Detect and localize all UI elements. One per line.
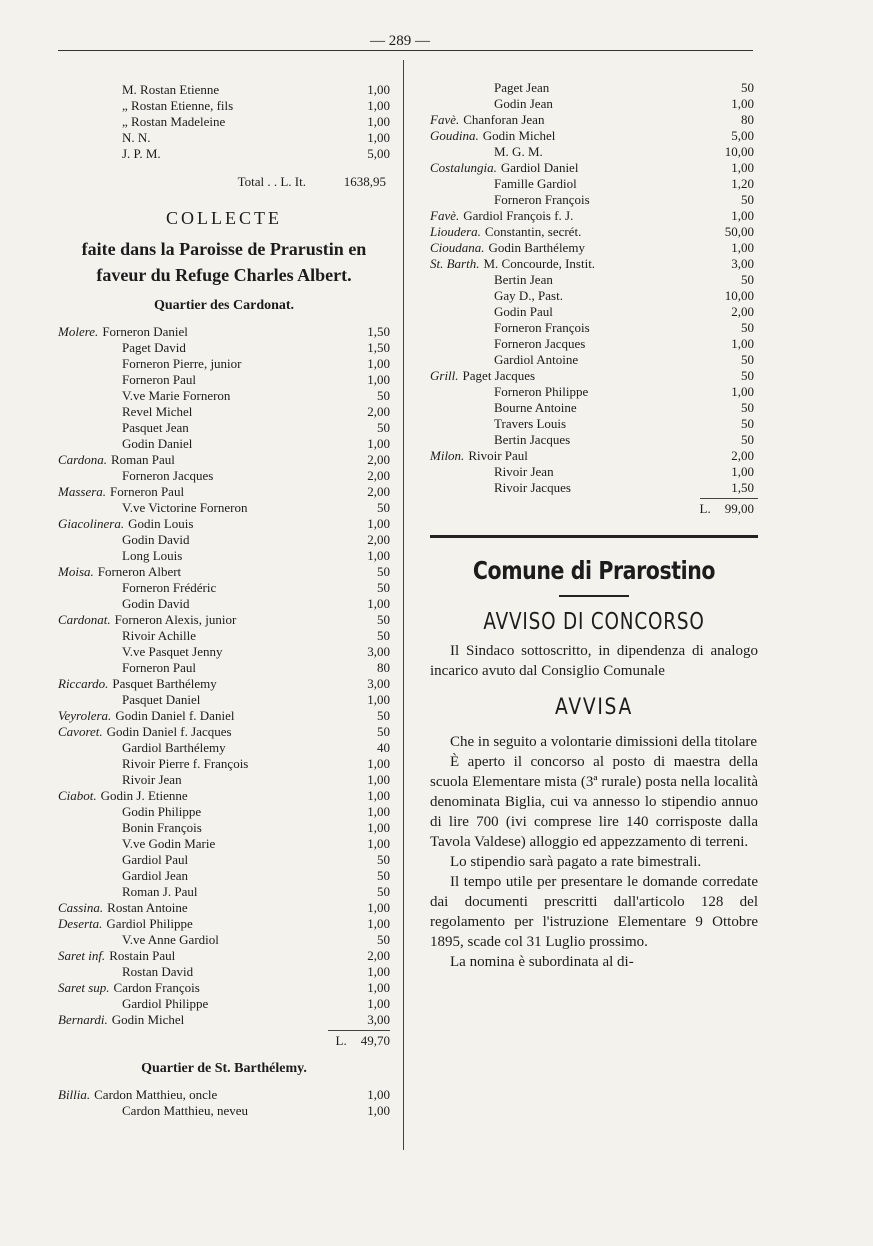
quarter-cardonat-total <box>328 1030 390 1051</box>
donation-amount: 1,00 <box>731 384 754 399</box>
donation-amount: 1,00 <box>731 240 754 255</box>
locality-label: Lioudera. <box>430 224 481 239</box>
donation-row <box>58 1087 390 1103</box>
donation-row <box>58 484 390 500</box>
donation-amount: 1,00 <box>367 772 390 787</box>
donation-amount: 50 <box>741 272 754 287</box>
quarter-cardonat-total-label: L. <box>335 1033 347 1048</box>
donor-name: Rivoir Paul <box>468 448 528 463</box>
donation-amount: 1,50 <box>367 340 390 355</box>
donation-amount: 2,00 <box>367 404 390 419</box>
donation-row <box>58 420 390 436</box>
donation-amount: 1,00 <box>367 996 390 1011</box>
locality-label: Moisa. <box>58 564 94 579</box>
donor-list-st-barthelemy <box>58 1087 390 1119</box>
donor-name: Gardiol Daniel <box>500 160 579 175</box>
donor-name: Pasquet Daniel <box>122 692 201 707</box>
donation-row <box>58 964 390 980</box>
donation-row <box>58 500 390 516</box>
locality-label: Deserta. <box>58 916 103 931</box>
donation-amount: 50 <box>741 320 754 335</box>
donation-amount: 2,00 <box>367 948 390 963</box>
notice-paragraph: La nomina è subordinata al di- <box>450 954 634 970</box>
intro-paragraph: Il Sindaco sottoscritto, in dipendenza di analogo incarico avuto dal Consiglio Comunale <box>430 643 758 679</box>
comune-title: Comune di Prarostino <box>472 556 716 585</box>
donation-row <box>430 96 758 112</box>
donation-amount: 50 <box>377 580 390 595</box>
donation-row <box>58 756 390 772</box>
quarter-cardonat-title: Quartier des Cardonat. <box>153 298 295 313</box>
right-column <box>430 80 758 972</box>
notice-paragraph: È aperto il concorso al posto di maestra della scuola Elementare mista (3ª rurale) posta nella località denominata Biglia, cui va annesso lo stipendio annuo di lire 700 (ivi comprese lire 140 corrisposte dalla Tavola Valdese) alloggio ed appezzamento di terreni. <box>430 754 758 850</box>
donor-name: Godin David <box>122 532 190 547</box>
donation-amount: 1,00 <box>367 1087 390 1102</box>
donation-row <box>58 452 390 468</box>
donor-name: M. G. M. <box>494 144 543 159</box>
donation-amount: 1,00 <box>367 372 390 387</box>
locality-label: Favè. <box>430 208 460 223</box>
donation-row <box>430 480 758 496</box>
donation-amount: 50,00 <box>724 224 754 239</box>
donation-amount: 50 <box>741 416 754 431</box>
donor-name: Rostan David <box>122 964 194 979</box>
donation-row <box>58 660 390 676</box>
donor-name: Rostan Antoine <box>107 900 188 915</box>
donor-name: Gardiol Philippe <box>106 916 193 931</box>
donation-row <box>430 336 758 352</box>
donation-amount: 50 <box>741 400 754 415</box>
donation-amount: 2,00 <box>367 484 390 499</box>
donation-amount: 1,00 <box>367 98 390 113</box>
locality-label: Giacolinera. <box>58 516 125 531</box>
donation-amount: 50 <box>377 612 390 627</box>
donation-row <box>58 596 390 612</box>
donor-name: Roman J. Paul <box>122 884 198 899</box>
donation-row <box>430 112 758 128</box>
locality-label: Grill. <box>430 368 459 383</box>
donor-name: Cardon Matthieu, oncle <box>94 1087 218 1102</box>
donor-name: Paget Jean <box>494 80 550 95</box>
donation-amount: 1,00 <box>731 336 754 351</box>
donor-name: M. Rostan Etienne <box>122 82 220 97</box>
donor-name: Forneron François <box>494 320 590 335</box>
donation-row <box>58 692 390 708</box>
donation-row <box>430 416 758 432</box>
donor-name: Godin Philippe <box>122 804 202 819</box>
donor-name: Gardiol François f. J. <box>463 208 574 223</box>
donation-amount: 1,00 <box>731 96 754 111</box>
donation-amount: 1,00 <box>367 596 390 611</box>
donor-list-cardonat <box>58 324 390 1028</box>
donor-name: M. Concourde, Instit. <box>483 256 596 271</box>
donor-name: Godin Louis <box>128 516 194 531</box>
donation-amount: 1,00 <box>367 964 390 979</box>
locality-label: Milon. <box>430 448 465 463</box>
locality-label: Ciabot. <box>58 788 97 803</box>
locality-label: Saret inf. <box>58 948 106 963</box>
donation-row <box>58 532 390 548</box>
collecte-subtitle: faite dans la Paroisse de Prarustin en faveur du Refuge Charles Albert. <box>81 239 367 285</box>
donation-row <box>430 304 758 320</box>
donation-row <box>430 464 758 480</box>
donation-amount: 50 <box>377 884 390 899</box>
donor-name: Cardon Matthieu, neveu <box>122 1103 248 1118</box>
donation-row <box>58 788 390 804</box>
donation-row <box>58 114 390 130</box>
donor-name: Travers Louis <box>494 416 567 431</box>
donor-name: „ Rostan Etienne, fils <box>122 98 234 113</box>
locality-label: Costalungia. <box>430 160 497 175</box>
locality-label: Riccardo. <box>58 676 109 691</box>
donor-name: Forneron Paul <box>110 484 185 499</box>
donor-name: Forneron Jacques <box>494 336 586 351</box>
donor-name: Godin J. Etienne <box>100 788 188 803</box>
donor-name: Bertin Jean <box>494 272 553 287</box>
right-total-label: L. <box>699 501 711 516</box>
donation-amount: 50 <box>377 388 390 403</box>
notice-paragraph: Il tempo utile per presentare le domande corredate dai documenti prescritti dall'articolo 128 del regolamento per l'istruzione Elementare 9 Ottobre 1895, scade col 31 Luglio prossimo. <box>430 874 758 950</box>
donation-row <box>430 240 758 256</box>
donation-amount: 3,00 <box>367 644 390 659</box>
donation-row <box>58 98 390 114</box>
donor-name: Forneron Albert <box>97 564 182 579</box>
donation-row <box>58 324 390 340</box>
donation-row <box>58 996 390 1012</box>
locality-label: Favè. <box>430 112 460 127</box>
donation-amount: 2,00 <box>731 304 754 319</box>
donation-amount: 80 <box>377 660 390 675</box>
donor-name: Bonin François <box>122 820 202 835</box>
donation-row <box>430 272 758 288</box>
locality-label: St. Barth. <box>430 256 480 271</box>
donation-amount: 50 <box>741 80 754 95</box>
donation-row <box>58 1103 390 1119</box>
locality-label: Cardonat. <box>58 612 111 627</box>
donation-row <box>430 224 758 240</box>
donor-name: Forneron Alexis, junior <box>114 612 237 627</box>
donation-amount: 2,00 <box>367 468 390 483</box>
donation-amount: 1,00 <box>367 756 390 771</box>
donor-name: Bertin Jacques <box>494 432 571 447</box>
donation-amount: 1,00 <box>367 916 390 931</box>
donation-row <box>58 564 390 580</box>
donation-amount: 10,00 <box>724 144 754 159</box>
donation-amount: 1,50 <box>367 324 390 339</box>
donor-name: V.ve Marie Forneron <box>122 388 231 403</box>
donor-name: Godin Michel <box>111 1012 185 1027</box>
donation-row <box>58 868 390 884</box>
donation-row <box>58 146 390 162</box>
donor-name: Gardiol Barthélemy <box>122 740 226 755</box>
donor-name: Cardon François <box>113 980 200 995</box>
donor-name: Chanforan Jean <box>463 112 545 127</box>
donor-name: Constantin, secrét. <box>484 224 582 239</box>
donation-row <box>58 852 390 868</box>
donation-amount: 3,00 <box>367 1012 390 1027</box>
donation-amount: 50 <box>741 352 754 367</box>
donor-name: Rivoir Achille <box>122 628 197 643</box>
donation-row <box>58 130 390 146</box>
donation-amount: 2,00 <box>367 452 390 467</box>
donation-amount: 50 <box>377 724 390 739</box>
donation-amount: 1,00 <box>367 114 390 129</box>
donor-name: Rivoir Jacques <box>494 480 571 495</box>
donor-name: Roman Paul <box>111 452 175 467</box>
donation-amount: 1,00 <box>367 804 390 819</box>
locality-label: Massera. <box>58 484 107 499</box>
donor-name: Godin Daniel <box>122 436 193 451</box>
donor-name: Godin Paul <box>494 304 553 319</box>
donor-name: Long Louis <box>122 548 183 563</box>
donation-row <box>58 948 390 964</box>
donor-name: „ Rostan Madeleine <box>122 114 226 129</box>
donation-amount: 1,00 <box>367 1103 390 1118</box>
donation-row <box>58 804 390 820</box>
donation-row <box>58 404 390 420</box>
donation-row <box>430 448 758 464</box>
donation-amount: 50 <box>377 852 390 867</box>
donation-amount: 1,00 <box>367 516 390 531</box>
donation-amount: 1,00 <box>367 820 390 835</box>
donation-row <box>430 432 758 448</box>
avvisa-title: AVVISA <box>555 695 633 720</box>
donation-amount: 1,00 <box>367 836 390 851</box>
donation-row <box>58 740 390 756</box>
quarter-st-barthelemy-title: Quartier de St. Barthélemy. <box>141 1061 307 1076</box>
avviso-title: AVVISO DI CONCORSO <box>483 609 705 635</box>
locality-label: Goudina. <box>430 128 479 143</box>
donation-amount: 1,00 <box>367 82 390 97</box>
donation-row <box>58 628 390 644</box>
donation-row <box>430 208 758 224</box>
donation-amount: 1,00 <box>731 464 754 479</box>
locality-label: Saret sup. <box>58 980 110 995</box>
donor-name: Paget Jacques <box>462 368 536 383</box>
donor-name: Gay D., Past. <box>494 288 563 303</box>
donation-amount: 50 <box>377 500 390 515</box>
donor-list-continued <box>430 80 758 496</box>
donation-amount: 50 <box>377 628 390 643</box>
donor-name: Forneron François <box>494 192 590 207</box>
grand-total <box>58 174 390 190</box>
donor-name: V.ve Pasquet Jenny <box>122 644 223 659</box>
donation-amount: 5,00 <box>731 128 754 143</box>
donation-amount: 1,50 <box>731 480 754 495</box>
donation-row <box>58 82 390 98</box>
donor-name: Rivoir Pierre f. François <box>122 756 249 771</box>
donation-amount: 1,00 <box>367 788 390 803</box>
page-number: — 289 — <box>370 33 430 49</box>
donor-name: Godin Jean <box>494 96 553 111</box>
grand-total-value: 1638,95 <box>343 174 386 189</box>
notice-paragraph: Lo stipendio sarà pagato a rate bimestrali. <box>450 854 702 870</box>
donation-row <box>58 884 390 900</box>
donation-amount: 2,00 <box>367 532 390 547</box>
donor-name: Rostain Paul <box>109 948 176 963</box>
donation-amount: 2,00 <box>731 448 754 463</box>
donation-amount: 50 <box>377 564 390 579</box>
donation-row <box>58 676 390 692</box>
donation-row <box>430 320 758 336</box>
donation-row <box>58 772 390 788</box>
donation-amount: 50 <box>741 432 754 447</box>
donor-name: Godin Michel <box>482 128 556 143</box>
donation-amount: 1,00 <box>367 980 390 995</box>
donation-row <box>58 436 390 452</box>
title-underline <box>559 595 629 597</box>
donor-name: Godin David <box>122 596 190 611</box>
donor-name: Godin Barthélemy <box>488 240 585 255</box>
donation-amount: 1,00 <box>367 436 390 451</box>
donation-amount: 1,00 <box>731 160 754 175</box>
donor-list-top <box>58 82 390 162</box>
donation-row <box>430 160 758 176</box>
donation-row <box>58 516 390 532</box>
donation-amount: 10,00 <box>724 288 754 303</box>
donation-row <box>430 384 758 400</box>
donor-name: Rivoir Jean <box>122 772 182 787</box>
donation-amount: 50 <box>377 420 390 435</box>
donation-amount: 1,00 <box>367 692 390 707</box>
donation-amount: 1,00 <box>367 900 390 915</box>
donation-row <box>58 836 390 852</box>
donor-name: V.ve Anne Gardiol <box>122 932 219 947</box>
notice-paragraph: Che in seguito a volontarie dimissioni della titolare <box>450 734 758 750</box>
column-divider <box>403 60 404 1150</box>
donation-row <box>58 916 390 932</box>
quarter-cardonat-total-value: 49,70 <box>360 1033 390 1048</box>
locality-label: Bernardi. <box>58 1012 108 1027</box>
donation-row <box>58 468 390 484</box>
donor-name: Bourne Antoine <box>494 400 577 415</box>
donor-name: Pasquet Jean <box>122 420 189 435</box>
donation-row <box>58 900 390 916</box>
donor-name: Forneron Paul <box>122 372 197 387</box>
donation-row <box>58 612 390 628</box>
left-column <box>58 82 390 1119</box>
donor-name: Pasquet Barthélemy <box>112 676 217 691</box>
donation-amount: 1,00 <box>731 208 754 223</box>
right-total-value: 99,00 <box>724 501 754 516</box>
donation-row <box>430 400 758 416</box>
donor-name: Paget David <box>122 340 186 355</box>
section-rule <box>430 535 758 538</box>
donor-name: Godin Daniel f. Daniel <box>115 708 235 723</box>
top-rule <box>58 50 753 51</box>
donor-name: Gardiol Antoine <box>494 352 579 367</box>
donor-name: Gardiol Jean <box>122 868 189 883</box>
donation-amount: 1,00 <box>367 130 390 145</box>
donation-amount: 50 <box>377 868 390 883</box>
donation-amount: 50 <box>377 932 390 947</box>
donation-amount: 1,20 <box>731 176 754 191</box>
donation-row <box>430 128 758 144</box>
donation-row <box>58 1012 390 1028</box>
donor-name: V.ve Victorine Forneron <box>122 500 248 515</box>
grand-total-label: Total . . L. It. <box>237 174 306 189</box>
donation-row <box>430 192 758 208</box>
right-total <box>700 498 758 519</box>
donation-row <box>58 340 390 356</box>
donation-row <box>430 80 758 96</box>
donation-row <box>430 352 758 368</box>
donation-row <box>58 580 390 596</box>
donor-name: N. N. <box>122 130 151 145</box>
donation-row <box>58 388 390 404</box>
donation-amount: 80 <box>741 112 754 127</box>
locality-label: Cardona. <box>58 452 107 467</box>
donation-row <box>430 368 758 384</box>
donation-row <box>58 820 390 836</box>
donation-row <box>430 256 758 272</box>
donation-amount: 3,00 <box>367 676 390 691</box>
donation-amount: 1,00 <box>367 356 390 371</box>
donor-name: Forneron Pierre, junior <box>122 356 242 371</box>
donation-amount: 40 <box>377 740 390 755</box>
locality-label: Cioudana. <box>430 240 485 255</box>
donation-amount: 5,00 <box>367 146 390 161</box>
donor-name: Revel Michel <box>122 404 193 419</box>
donor-name: Rivoir Jean <box>494 464 554 479</box>
donation-row <box>430 144 758 160</box>
donor-name: J. P. M. <box>122 146 161 161</box>
donor-name: Godin Daniel f. Jacques <box>106 724 232 739</box>
donor-name: Forneron Frédéric <box>122 580 217 595</box>
donation-row <box>58 932 390 948</box>
donation-amount: 50 <box>377 708 390 723</box>
donation-row <box>58 708 390 724</box>
donation-row <box>58 724 390 740</box>
donation-row <box>58 372 390 388</box>
donor-name: Forneron Daniel <box>102 324 188 339</box>
locality-label: Cavoret. <box>58 724 103 739</box>
donation-amount: 1,00 <box>367 548 390 563</box>
donor-name: Gardiol Paul <box>122 852 189 867</box>
donation-amount: 50 <box>741 192 754 207</box>
locality-label: Cassina. <box>58 900 104 915</box>
donation-amount: 50 <box>741 368 754 383</box>
donor-name: Forneron Philippe <box>494 384 589 399</box>
donation-amount: 3,00 <box>731 256 754 271</box>
donor-name: Forneron Paul <box>122 660 197 675</box>
donation-row <box>58 980 390 996</box>
donor-name: V.ve Godin Marie <box>122 836 216 851</box>
locality-label: Veyrolera. <box>58 708 112 723</box>
locality-label: Billia. <box>58 1087 91 1102</box>
collecte-title: COLLECTE <box>166 208 282 228</box>
donation-row <box>58 356 390 372</box>
donor-name: Forneron Jacques <box>122 468 214 483</box>
donation-row <box>58 548 390 564</box>
donation-row <box>58 644 390 660</box>
donor-name: Gardiol Philippe <box>122 996 209 1011</box>
donation-row <box>430 288 758 304</box>
locality-label: Molere. <box>58 324 99 339</box>
donation-row <box>430 176 758 192</box>
donor-name: Famille Gardiol <box>494 176 577 191</box>
